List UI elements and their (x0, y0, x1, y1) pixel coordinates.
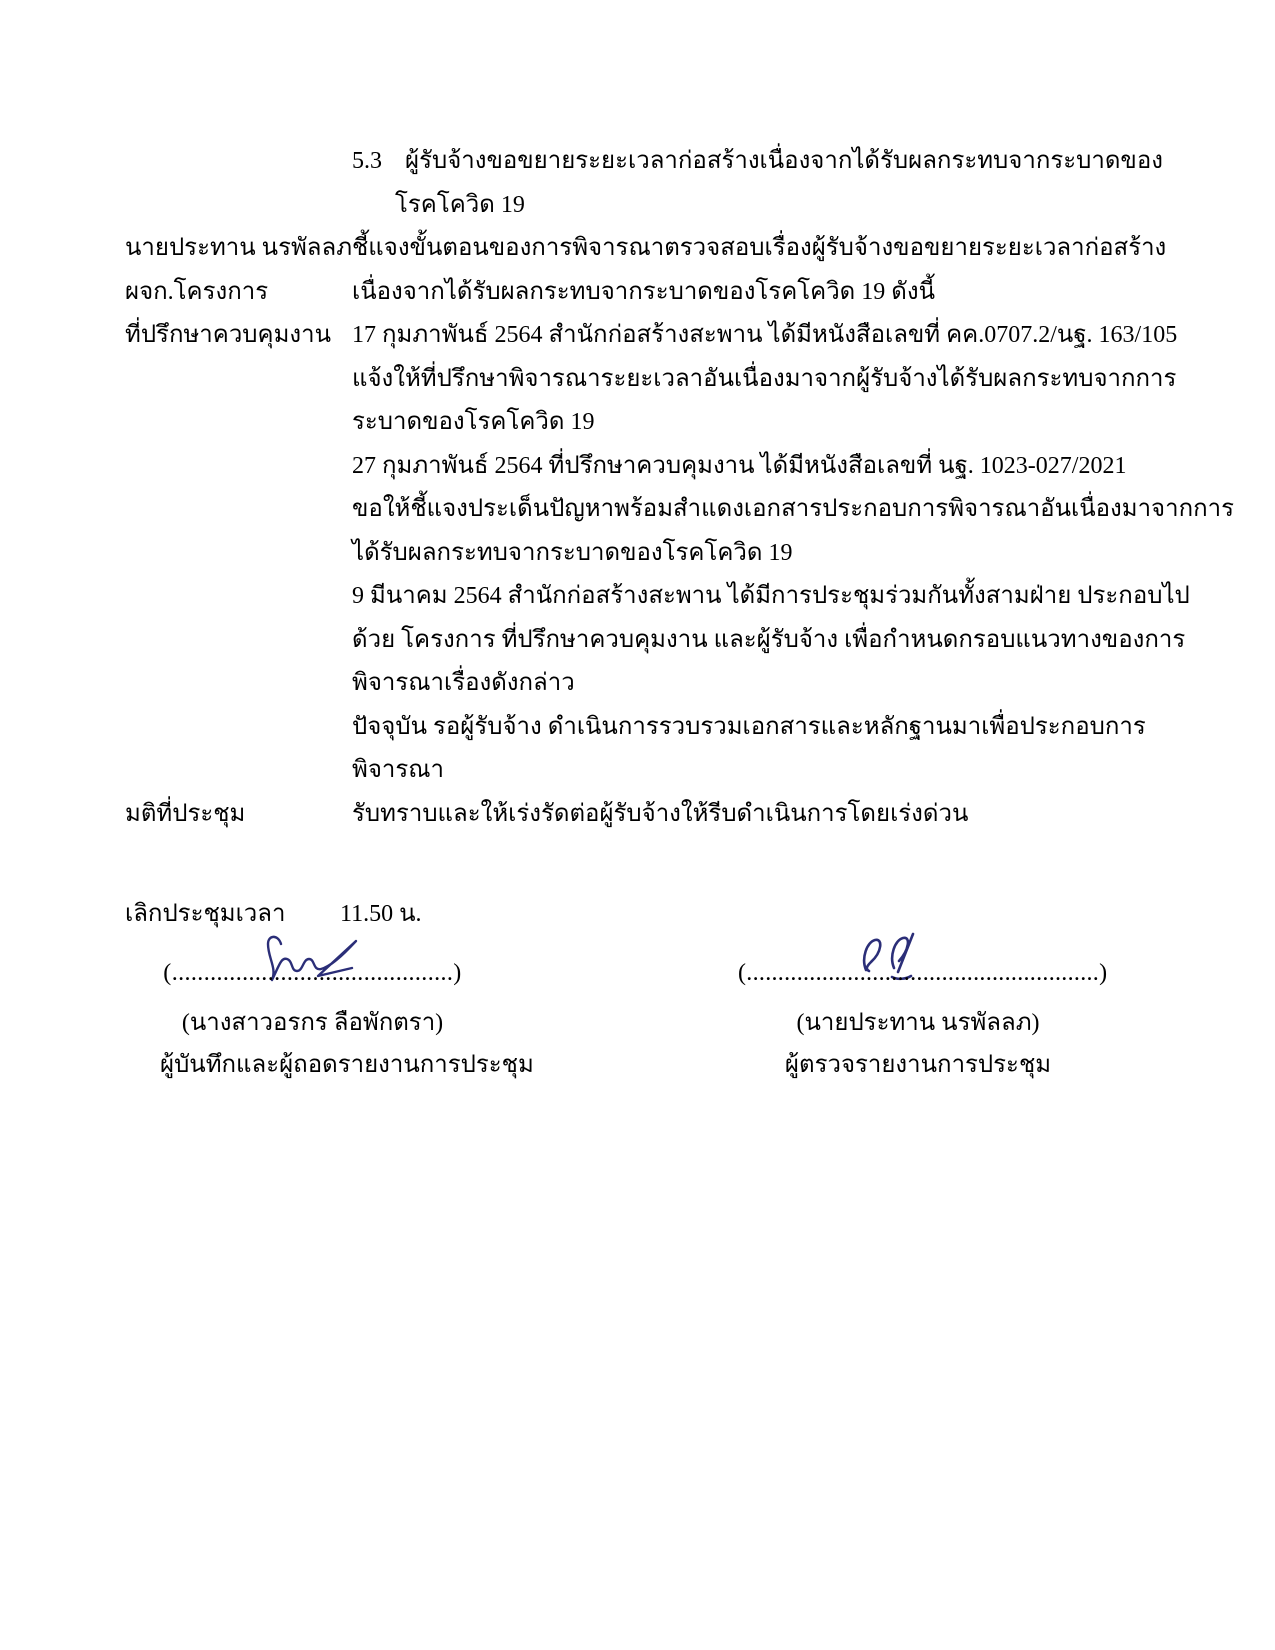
discussion-row (0, 358, 1275, 402)
label-column-spacer (125, 662, 352, 706)
speaker-name: นายประทาน นรพัลลภ (125, 235, 353, 261)
label-column-spacer (125, 358, 352, 402)
label-column-spacer (125, 401, 352, 445)
resolution-text: รับทราบและให้เร่งรัดต่อผู้รับจ้างให้รีบดำเนินการโดยเร่งด่วน (352, 800, 969, 827)
signature-dotted-line: (............................................) (163, 960, 462, 986)
signature-dotted-line: (........................................................) (738, 960, 1108, 986)
discussion-text: ได้รับผลกระทบจากระบาดของโรคโควิด 19 (352, 539, 793, 566)
discussion-text: ชี้แจงขั้นตอนของการพิจารณาตรวจสอบเรื่องผู้รับจ้างขอขยายระยะเวลาก่อสร้าง (352, 235, 1167, 261)
discussion-row (0, 532, 1275, 576)
agenda-item-title-line2: โรคโควิด 19 (395, 191, 525, 218)
discussion-text: พิจารณา (352, 757, 444, 783)
discussion-text: ด้วย โครงการ ที่ปรึกษาควบคุมงาน และผู้รับจ้าง เพื่อกำหนดกรอบแนวทางของการ (352, 626, 1186, 653)
discussion-text: ขอให้ชี้แจงประเด็นปัญหาพร้อมสำแดงเอกสารประกอบการพิจารณาอันเนื่องมาจากการ (352, 496, 1235, 522)
discussion-row (0, 314, 1275, 358)
label-column-spacer (125, 184, 352, 228)
agenda-item-row (0, 184, 1275, 228)
label-column-spacer (125, 140, 352, 184)
discussion-row (0, 619, 1275, 663)
discussion-text: 9 มีนาคม 2564 สำนักก่อสร้างสะพาน ได้มีการประชุมร่วมกันทั้งสามฝ่าย ประกอบไป (352, 583, 1190, 609)
discussion-row (0, 575, 1275, 619)
meeting-adjourned-line (125, 893, 422, 932)
speaker-title: ที่ปรึกษาควบคุมงาน (125, 322, 332, 348)
discussion-row (0, 401, 1275, 445)
agenda-item-title-line1 (352, 140, 1202, 184)
signer-name-recorder: (นางสาวอรกร ลือพักตรา) (181, 1010, 444, 1036)
resolution-row (0, 793, 1275, 837)
discussion-text: 17 กุมภาพันธ์ 2564 สำนักก่อสร้างสะพาน ได้มีหนังสือเลขที่ คค.0707.2/นฐ. 163/105 (352, 322, 1178, 348)
discussion-text: 27 กุมภาพันธ์ 2564 ที่ปรึกษาควบคุมงาน ได้มีหนังสือเลขที่ นฐ. 1023-027/2021 (352, 452, 1127, 479)
discussion-row (0, 749, 1275, 793)
label-column-spacer (125, 488, 352, 532)
signer-name-reviewer: (นายประทาน นรพัลลภ) (796, 1010, 1040, 1036)
discussion-text: แจ้งให้ที่ปรึกษาพิจารณาระยะเวลาอันเนื่องมาจากผู้รับจ้างได้รับผลกระทบจากการ (352, 365, 1177, 392)
adjourn-time-value: 11.50 น. (340, 901, 422, 927)
adjourn-time-label: เลิกประชุมเวลา (125, 901, 286, 927)
discussion-row (0, 445, 1275, 489)
agenda-item-number: 5.3 (352, 148, 382, 174)
label-column-spacer (125, 619, 352, 663)
discussion-row (0, 271, 1275, 315)
agenda-item-title-text: ผู้รับจ้างขอขยายระยะเวลาก่อสร้างเนื่องจากได้รับผลกระทบจากระบาดของ (405, 148, 1163, 174)
discussion-text: เนื่องจากได้รับผลกระทบจากระบาดของโรคโควิด 19 ดังนี้ (352, 278, 935, 305)
label-column-spacer (125, 532, 352, 576)
signer-role-reviewer: ผู้ตรวจรายงานการประชุม (784, 1052, 1052, 1078)
signer-role-recorder: ผู้บันทึกและผู้ถอดรายงานการประชุม (160, 1052, 534, 1078)
label-column-spacer (125, 445, 352, 489)
speaker-title: ผจก.โครงการ (125, 278, 269, 305)
discussion-row (0, 227, 1275, 271)
resolution-label: มติที่ประชุม (125, 800, 246, 827)
label-column-spacer (125, 575, 352, 619)
discussion-row (0, 706, 1275, 750)
discussion-text: พิจารณาเรื่องดังกล่าว (352, 670, 575, 696)
label-column-spacer (125, 706, 352, 750)
minutes-content (0, 140, 1275, 836)
discussion-text: ระบาดของโรคโควิด 19 (352, 409, 595, 435)
agenda-item-row (0, 140, 1275, 184)
discussion-row (0, 488, 1275, 532)
discussion-text: ปัจจุบัน รอผู้รับจ้าง ดำเนินการรวบรวมเอกสารและหลักฐานมาเพื่อประกอบการ (352, 713, 1146, 740)
label-column-spacer (125, 749, 352, 793)
discussion-row (0, 662, 1275, 706)
